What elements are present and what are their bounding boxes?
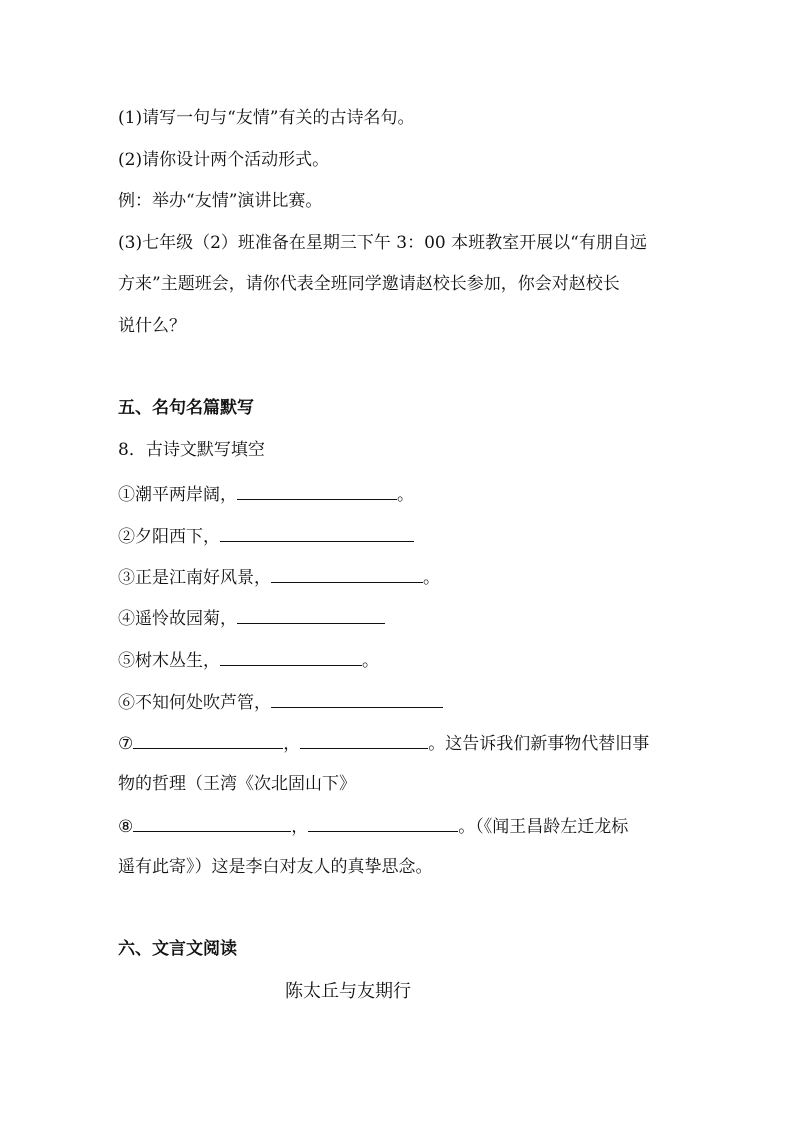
fill-item-7-blank-a[interactable] [133,730,283,749]
fill-item-8 [118,813,628,839]
fill-item-5 [118,647,379,673]
fill-item-5-text: ⑤树木丛生， [118,651,220,671]
fill-item-2-blank[interactable] [220,523,414,542]
q8-title: 8．古诗文默写填空 [118,440,265,460]
q7-subquestion-1: (1)请写一句与“友情”有关的古诗名句。 [118,108,415,128]
fill-item-5-blank[interactable] [220,647,362,666]
q7-subquestion-3-line-3: 说什么？ [118,316,186,336]
fill-item-6 [118,689,443,715]
section-6-heading: 六、文言文阅读 [118,939,237,959]
fill-item-7 [118,730,649,756]
fill-item-3-blank[interactable] [271,564,423,583]
fill-item-1-text: ①潮平两岸阔， [118,485,237,505]
passage-title: 陈太丘与友期行 [285,981,411,1002]
fill-item-2 [118,523,414,549]
q7-subquestion-3-line-1: (3)七年级（2）班准备在星期三下午 3：00 本班教室开展以“有朋自远 [118,233,647,253]
fill-item-1-blank[interactable] [237,481,397,500]
fill-item-3 [118,564,440,590]
fill-item-8-tail: 。（《闻王昌龄左迁龙标 [458,817,629,837]
fill-item-7-mark: ⑦ [118,734,134,754]
fill-item-3-end: 。 [423,568,440,588]
fill-item-4-text: ④遥怜故园菊， [118,609,237,629]
fill-item-7-line-2: 物的哲理（王湾《次北固山下》 [118,774,356,794]
fill-item-7-tail: 。这告诉我们新事物代替旧事 [428,734,650,754]
fill-item-7-separator: ， [283,734,301,754]
fill-item-1-end: 。 [397,485,414,505]
fill-item-8-blank-a[interactable] [133,813,291,832]
q7-subquestion-2: (2)请你设计两个活动形式。 [118,150,330,170]
fill-item-8-line-2: 遥有此寄》）这是李白对友人的真挚思念。 [118,857,433,877]
q7-subquestion-3-line-2: 方来”主题班会，请你代表全班同学邀请赵校长参加，你会对赵校长 [118,274,620,294]
fill-item-8-mark: ⑧ [118,817,134,837]
fill-item-6-blank[interactable] [271,689,443,708]
fill-item-2-text: ②夕阳西下， [118,527,220,547]
section-5-heading: 五、名句名篇默写 [118,398,254,418]
fill-item-4-blank[interactable] [237,605,385,624]
fill-item-5-end: 。 [362,651,379,671]
fill-item-6-text: ⑥不知何处吹芦管， [118,693,271,713]
fill-item-1 [118,481,414,507]
fill-item-8-separator: ， [291,817,309,837]
fill-item-7-blank-b[interactable] [300,730,428,749]
fill-item-4 [118,605,385,631]
fill-item-3-text: ③正是江南好风景， [118,568,271,588]
fill-item-8-blank-b[interactable] [308,813,458,832]
q7-example: 例：举办“友情”演讲比赛。 [118,191,323,211]
